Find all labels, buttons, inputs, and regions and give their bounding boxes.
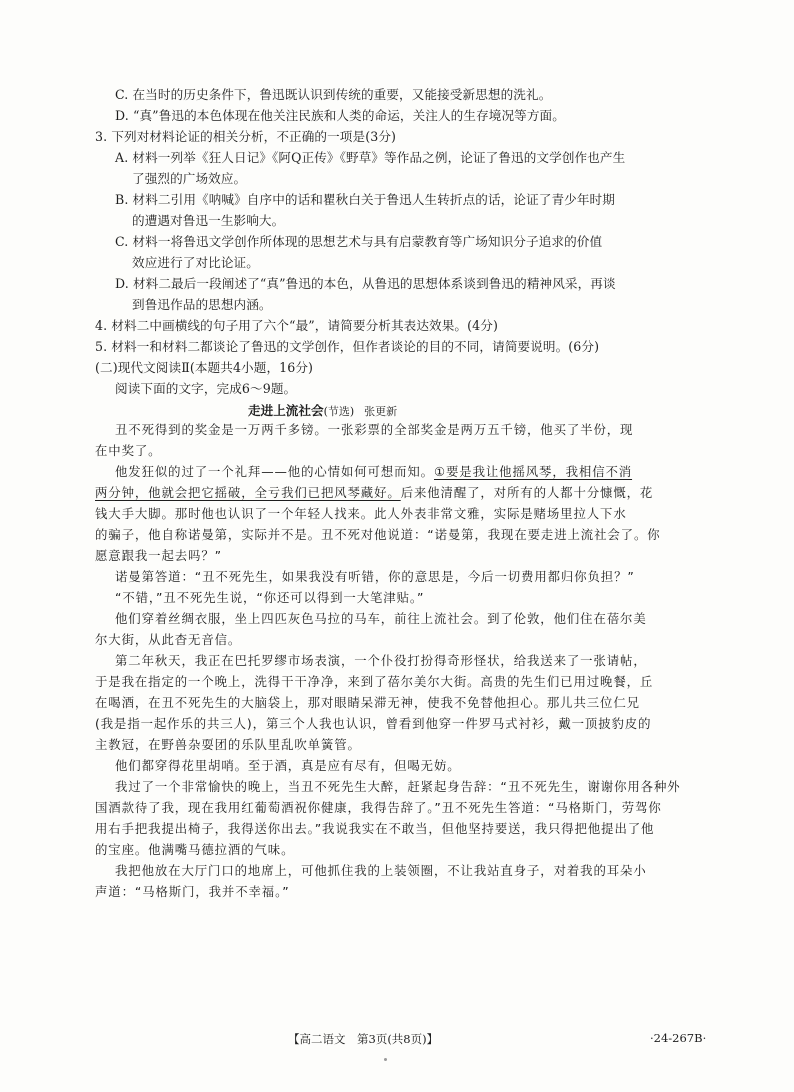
story-p5-line2: 尔大街，从此杳无音信。 [95,632,242,647]
story-p9-line2: 声道：“马格斯门，我并不幸福。” [95,884,290,899]
story-author: 张更新 [364,405,398,418]
story-p5-line1: 他们穿着丝绸衣服，坐上四匹灰色马拉的马车，前往上流社会。到了伦敦，他们住在蓓尔美 [115,611,647,626]
story-p6-line3: 在喝酒，在丑不死先生的大脑袋上，那对眼睛呆滞无神，使我不免替他担心。那儿共三位仁兄 [95,695,640,710]
q3-option-c-line2: 效应进行了对比论证。 [132,255,259,270]
question-3-stem: 3. 下列对材料论证的相关分析，不正确的一项是(3分) [95,129,397,144]
story-title-row [248,400,397,419]
story-p6-line4: (我是指一起作乐的共三人)，第三个人我也认识，曾看到他穿一件罗马式衬衫，戴一顶披豹皮的 [95,716,652,731]
story-p2-text: 他发狂似的过了一个礼拜——他的心情如何可想而知。 [115,464,434,479]
story-p2-text-cont: 后来他清醒了，对所有的人都十分慷慨，花 [400,485,654,500]
story-p2-line2 [95,484,653,502]
story-title: 走进上流社会 [248,403,324,418]
exam-code: ·24-267B· [650,1031,707,1045]
section-heading: (二)现代文阅读Ⅱ(本题共4小题，16分) [95,360,314,375]
story-p4: “不错，”丑不死先生说，“你还可以得到一大笔津贴。” [115,590,425,605]
option-c-prev: C. 在当时的历史条件下，鲁迅既认识到传统的重要，又能接受新思想的洗礼。 [115,87,552,102]
q3-option-d-line2: 到鲁迅作品的思想内涵。 [132,297,272,312]
story-p2-line4: 的骗子，他自称诺曼第，实际并不是。丑不死对他说道：“诺曼第，我现在要走进上流社会了。你 [95,527,661,542]
q3-option-a-line2: 了强烈的广场效应。 [132,171,247,186]
question-4: 4. 材料二中画横线的句子用了六个“最”，请简要分析其表达效果。(4分) [95,318,498,333]
story-p1-line1: 丑不死得到的奖金是一万两千多镑。一张彩票的全部奖金是两万五千镑，他买了半份，现 [115,422,634,437]
q3-option-d-line1: D. 材料二最后一段阐述了“真”鲁迅的本色，从鲁迅的思想体系谈到鲁迅的精神风采，再谈 [115,276,616,291]
story-p6-line5: 主教冠，在野兽杂耍团的乐队里乱吹单簧管。 [95,737,361,752]
option-d-prev: D. “真”鲁迅的本色体现在他关注民族和人类的命运，关注人的生存境况等方面。 [115,108,565,123]
story-p2-line5: 愿意跟我一起去吗？” [95,548,222,563]
story-title-note: (节选) [323,405,355,418]
underlined-sentence-part2: 两分钟，他就会把它摇破，全亏我们已把风琴藏好。 [95,485,401,500]
q3-option-c-line1: C. 材料一将鲁迅文学创作所体现的思想艺术与具有启蒙教育等广场知识分子追求的价值 [115,234,603,249]
story-p1-line2: 在中奖了。 [95,443,162,458]
q3-option-b-line2: 的遭遇对鲁迅一生影响大。 [132,213,285,228]
story-p8-line1: 我过了一个非常愉快的晚上，当丑不死先生大醉，赶紧起身告辞：“丑不死先生，谢谢你用各种外 [115,779,681,794]
scan-dot [384,1058,387,1061]
story-p8-line2: 国酒款待了我，现在我用红葡萄酒祝你健康，我得告辞了。”丑不死先生答道：“马格斯门，劳驾你 [95,800,662,815]
question-5: 5. 材料一和材料二都谈论了鲁迅的文学创作，但作者谈论的目的不同，请简要说明。(6分) [95,339,600,354]
story-p6-line1: 第二年秋天，我正在巴托罗缪市场表演，一个仆役打扮得奇形怪状，给我送来了一张请帖， [115,653,647,668]
q3-option-b-line1: B. 材料二引用《呐喊》自序中的话和瞿秋白关于鲁迅人生转折点的话，论证了青少年时期 [115,192,615,207]
reading-instruction: 阅读下面的文字，完成6～9题。 [115,381,297,396]
story-p8-line4: 的宝座。他满嘴马德拉酒的气味。 [95,842,295,857]
story-p9-line1: 我把他放在大厅门口的地席上，可他抓住我的上装领圈，不让我站直身子，对着我的耳朵小 [115,863,647,878]
story-p7: 他们都穿得花里胡哨。至于酒，真是应有尽有，但喝无妨。 [115,758,461,773]
story-p2-line3: 钱大手大脚。那时他也认识了一个年轻人找来。此人外表非常文雅，实际是赌场里拉人下水 [95,506,627,521]
page-number-label: 【高二语文 第3页(共8页)】 [288,1032,439,1046]
story-p6-line2: 于是我在指定的一个晚上，洗得干干净净，来到了蓓尔美尔大街。高贵的先生们已用过晚餐，丘 [95,674,654,689]
q3-option-a-line1: A. 材料一列举《狂人日记》《阿Q正传》《野草》等作品之例，论证了鲁迅的文学创作也产生 [115,150,626,165]
story-p2-line1 [115,463,632,481]
story-p3: 诺曼第答道：“丑不死先生，如果我没有听错，你的意思是，今后一切费用都归你负担？” [115,569,635,584]
story-p8-line3: 用右手把我提出椅子，我得送你出去。”我说我实在不敢当，但他坚持要送，我只得把他提出了他 [95,821,655,836]
underlined-sentence-part1: ①要是我让他摇风琴，我相信不消 [433,464,633,479]
